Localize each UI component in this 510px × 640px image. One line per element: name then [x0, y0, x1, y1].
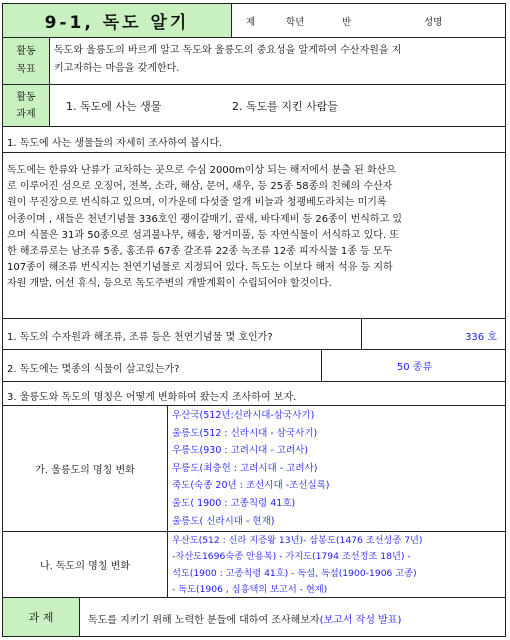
question1-row [2, 318, 506, 350]
tasks-label-top: 활동 [16, 91, 36, 103]
ulleung-row [2, 405, 506, 532]
dokdo-list [167, 532, 507, 597]
name-label: 성명 [424, 17, 443, 28]
paragraph-line: 으며 식물은 31과 50종으로 섬괴불나무, 해송, 왕거미풀, 등 자연식물이 서식하고 있다. 또 [7, 229, 399, 241]
question1-text: 1. 독도의 수자원과 해조류, 조류 등은 천연기념물 몇 호인가? [7, 332, 273, 343]
student-info [231, 4, 507, 37]
assignment-row [2, 597, 506, 637]
goal-label-bottom: 목표 [16, 64, 36, 75]
section1-heading-row [2, 126, 506, 153]
assignment-content [88, 611, 401, 626]
assignment-text: 독도를 지키기 위해 노력한 분들에 대하여 조사해보자 [88, 615, 320, 626]
question2-cell [3, 350, 321, 381]
ulleung-item: 죽도(숙종 20년 : 조선시대 -조선실록) [172, 480, 330, 492]
ulleung-item: 울릉도(512 : 신라시대 - 삼국사기) [172, 427, 318, 439]
task-2: 2. 독도를 지킨 사람들 [232, 100, 338, 113]
paragraph-body [3, 153, 505, 295]
ulleung-item: 우산국(512년:신라시대-삼국사기) [172, 410, 315, 421]
goal-label [3, 38, 49, 84]
section1-paragraph [2, 152, 506, 319]
paragraph-line: 독도에는 한류와 난류가 교차하는 곳으로 수심 2000m이상 되는 해저에서 분출 된 화산으 [7, 165, 396, 176]
header-row [2, 3, 506, 38]
paragraph-line: 107종이 해조류 번식지는 천연기념물로 지정되어 있다. 독도는 이보다 해저 석유 등 지하 [7, 262, 393, 274]
question1-answer: 336 호 [465, 332, 497, 343]
assignment-cell [79, 598, 507, 636]
goal-line: 독도와 울릉도의 바르게 알고 독도와 울릉도의 중요성을 알게하여 수산자원을 지 [54, 45, 402, 56]
dokdo-item: 우산도(512 : 신라 지증왕 13년)- 삼봉도(1476 조선성종 7년) [172, 535, 423, 546]
ulleung-label: 가. 울릉도의 명칭 변화 [35, 465, 135, 476]
question2-row [2, 349, 506, 382]
question1-answer-cell [361, 319, 507, 349]
goal-line: 키고자하는 마음을 갖게한다. [54, 63, 180, 74]
tasks-label-bottom: 과제 [16, 108, 36, 120]
ulleung-item: 울도( 1900 : 고종칙령 41호) [172, 497, 296, 509]
number-label: 반 [342, 17, 352, 28]
worksheet-title: 9-1, 독도 알기 [3, 4, 231, 37]
ulleung-item: 울릉도( 신라시대 - 현재) [172, 515, 275, 527]
grade-label: 제 [246, 17, 256, 28]
ulleung-item: 무릉도(최충헌 : 고려시대 - 고려사) [172, 462, 318, 474]
section3-heading: 3. 울릉도와 독도의 명칭은 어떻게 변화하여 왔는지 조사하여 보자. [7, 392, 297, 403]
goal-label-top: 활동 [16, 46, 36, 57]
paragraph-line: 어종이며 , 새들은 천년기념물 336호인 괭이갈매기, 곱새, 바다제비 등 26종이 번식하고 있 [7, 213, 403, 225]
ulleung-list [167, 406, 507, 531]
paragraph-line: 자원 개발, 어선 휴식, 등으로 독도주변의 개발계획이 수립되어야 할것이다. [7, 278, 332, 290]
task-1: 1. 독도에 사는 생물 [66, 100, 162, 113]
tasks-label [3, 85, 49, 126]
paragraph-line: 원이 무진장으로 번식하고 있으며, 이가운데 다섯줄 얼개 비늘과 청괭베도라치는 미기록 [7, 197, 387, 209]
dokdo-item: 석도(1900 : 고종칙령 41호) - 독섬, 독섬(1900-1906 고종) [172, 567, 417, 579]
dokdo-row [2, 531, 506, 598]
dokdo-item: -자산도1696숙종 안용복) - 가지도(1794 조선정조 18년) - [172, 551, 411, 563]
section1-heading: 1. 독도에 사는 생물들의 자세히 조사하여 봅시다. [7, 138, 223, 149]
question2-text: 2. 독도에는 몇종의 식물이 살고있는가? [7, 364, 180, 375]
question1-cell [3, 319, 361, 349]
goal-row [2, 37, 506, 85]
assignment-note: (보고서 작성 발표) [319, 615, 402, 626]
paragraph-line: 한 해조류로는 남조류 5종, 홍조류 67종 갈조류 22종 녹조류 12종 피자식물 1종 등 모두 [7, 246, 393, 258]
dokdo-item: - 독도(1906 , 심흥택의 보고서 - 현재) [172, 583, 328, 595]
assignment-label: 과 제 [3, 598, 79, 636]
question2-answer: 50 종류 [321, 350, 507, 381]
paragraph-line: 로 이루어진 섬으로 오징어, 전복, 소라, 해삼, 문어, 새우, 등 25종 58종의 친혜의 수산자 [7, 181, 393, 193]
tasks-row [2, 84, 506, 127]
class-label: 학년 [286, 17, 305, 28]
section3-heading-row [2, 381, 506, 406]
tasks-content [49, 85, 507, 126]
dokdo-label: 나. 독도의 명칭 변화 [40, 561, 130, 572]
ulleung-item: 우릉도(930 : 고려시대 - 고려사) [172, 445, 309, 457]
goal-text [49, 38, 507, 84]
